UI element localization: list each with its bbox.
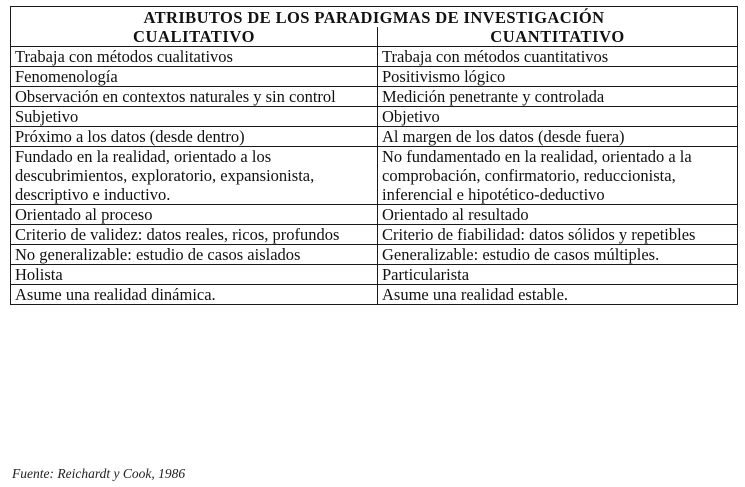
- cell-quantitative: Asume una realidad estable.: [378, 285, 738, 305]
- cell-quantitative: Particularista: [378, 265, 738, 285]
- cell-qualitative: No generalizable: estudio de casos aislados: [11, 245, 378, 265]
- cell-qualitative: Criterio de validez: datos reales, ricos, profundos: [11, 225, 378, 245]
- table-title-row: [11, 7, 738, 28]
- column-header-quantitative: CUANTITATIVO: [378, 27, 738, 47]
- document-page: [10, 6, 737, 305]
- cell-quantitative: Generalizable: estudio de casos múltiples.: [378, 245, 738, 265]
- cell-quantitative: Objetivo: [378, 107, 738, 127]
- table-row: [11, 225, 738, 245]
- cell-quantitative: Positivismo lógico: [378, 67, 738, 87]
- table-row: [11, 127, 738, 147]
- cell-qualitative: Próximo a los datos (desde dentro): [11, 127, 378, 147]
- cell-quantitative: No fundamentado en la realidad, orientado a la comprobación, confirmatorio, reduccionista, inferencial e hipotético-deductivo: [378, 147, 738, 205]
- table-row: [11, 205, 738, 225]
- cell-qualitative: Subjetivo: [11, 107, 378, 127]
- table-row: [11, 107, 738, 127]
- cell-quantitative: Al margen de los datos (desde fuera): [378, 127, 738, 147]
- cell-qualitative: Asume una realidad dinámica.: [11, 285, 378, 305]
- table-row: [11, 47, 738, 67]
- table-title: ATRIBUTOS DE LOS PARADIGMAS DE INVESTIGACIÓN: [11, 7, 738, 28]
- cell-qualitative: Fundado en la realidad, orientado a los descubrimientos, exploratorio, expansionista, descriptivo e inductivo.: [11, 147, 378, 205]
- table-row: [11, 147, 738, 205]
- column-header-qualitative: CUALITATIVO: [11, 27, 378, 47]
- cell-quantitative: Criterio de fiabilidad: datos sólidos y repetibles: [378, 225, 738, 245]
- cell-qualitative: Observación en contextos naturales y sin control: [11, 87, 378, 107]
- cell-quantitative: Orientado al resultado: [378, 205, 738, 225]
- table-row: [11, 245, 738, 265]
- cell-qualitative: Trabaja con métodos cualitativos: [11, 47, 378, 67]
- cell-qualitative: Holista: [11, 265, 378, 285]
- table-row: [11, 67, 738, 87]
- cell-qualitative: Orientado al proceso: [11, 205, 378, 225]
- cell-qualitative: Fenomenología: [11, 67, 378, 87]
- cell-quantitative: Medición penetrante y controlada: [378, 87, 738, 107]
- source-caption: Fuente: Reichardt y Cook, 1986: [12, 466, 186, 481]
- paradigm-attributes-table: [10, 6, 738, 305]
- table-row: [11, 285, 738, 305]
- table-header-row: [11, 27, 738, 47]
- cell-quantitative: Trabaja con métodos cuantitativos: [378, 47, 738, 67]
- table-row: [11, 87, 738, 107]
- table-row: [11, 265, 738, 285]
